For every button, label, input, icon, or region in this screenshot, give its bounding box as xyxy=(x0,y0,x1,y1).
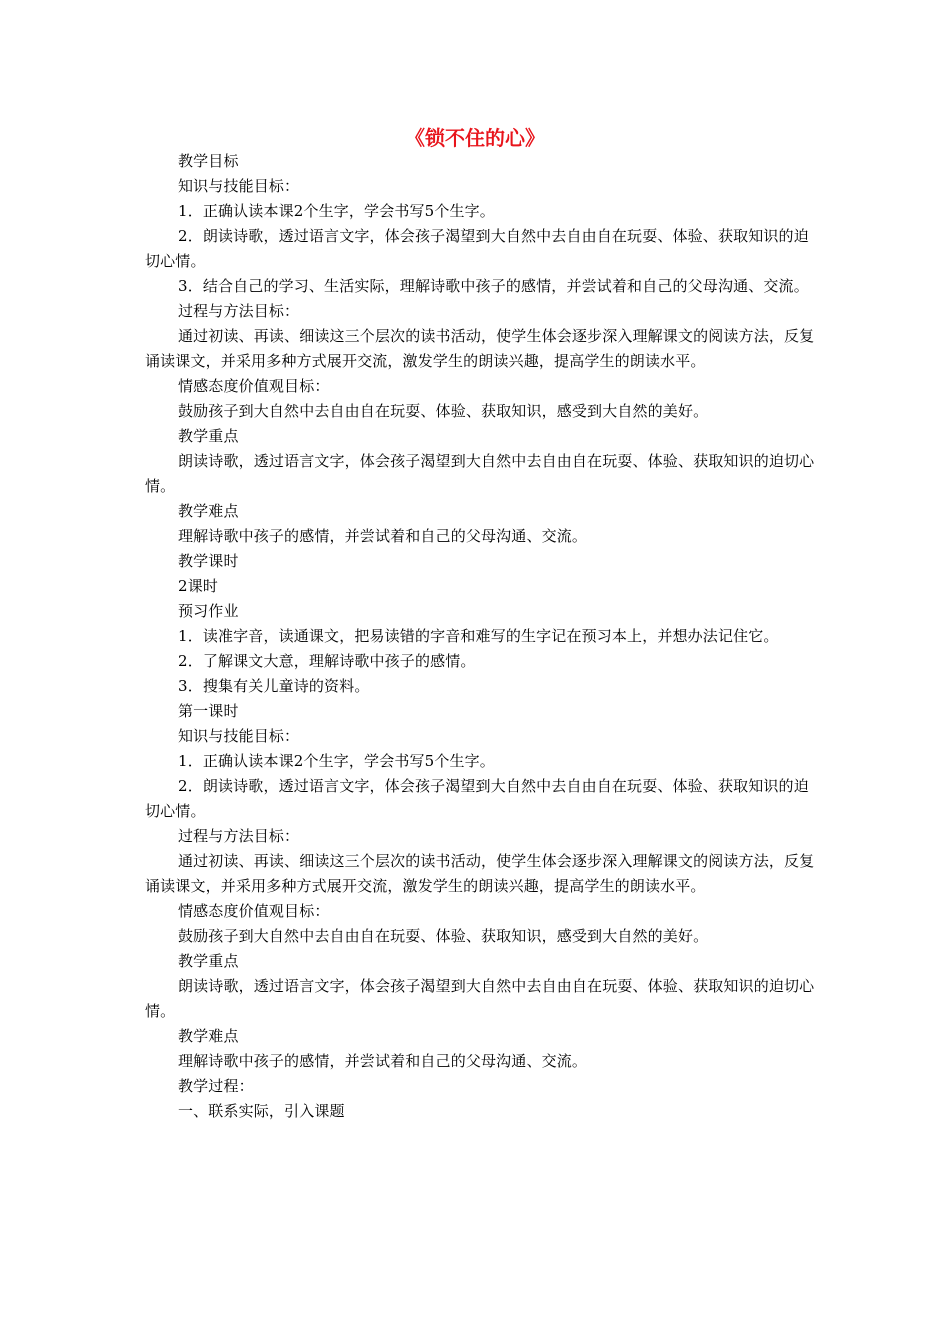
paragraph: 理解诗歌中孩子的感情，并尝试着和自己的父母沟通、交流。 xyxy=(178,527,588,545)
paragraph: 3．结合自己的学习、生活实际，理解诗歌中孩子的感情，并尝试着和自己的父母沟通、交流。 xyxy=(178,277,809,295)
paragraph: 教学重点 xyxy=(178,952,239,970)
paragraph: 过程与方法目标： xyxy=(178,827,300,845)
paragraph: 一、联系实际，引入课题 xyxy=(178,1102,345,1120)
paragraph: 3．搜集有关儿童诗的资料。 xyxy=(178,677,370,695)
paragraph: 通过初读、再读、细读这三个层次的读书活动，使学生体会逐步深入理解课文的阅读方法，反复诵读课文，并采用多种方式展开交流，激发学生的朗读兴趣，提高学生的朗读水平。 xyxy=(145,852,815,895)
paragraph: 2．朗读诗歌，透过语言文字，体会孩子渴望到大自然中去自由自在玩耍、体验、获取知识的迫切心情。 xyxy=(145,227,809,270)
paragraph: 1．读准字音，读通课文，把易读错的字音和难写的生字记在预习本上，并想办法记住它。 xyxy=(178,627,779,645)
paragraph: 鼓励孩子到大自然中去自由自在玩耍、体验、获取知识，感受到大自然的美好。 xyxy=(178,402,709,420)
paragraph: 鼓励孩子到大自然中去自由自在玩耍、体验、获取知识，感受到大自然的美好。 xyxy=(178,927,709,945)
paragraph: 教学过程： xyxy=(178,1077,254,1095)
paragraph: 教学重点 xyxy=(178,427,239,445)
paragraph: 情感态度价值观目标： xyxy=(178,902,330,920)
document-title: 《锁不住的心》 xyxy=(405,126,545,150)
document-body xyxy=(145,149,817,1124)
paragraph: 情感态度价值观目标： xyxy=(178,377,330,395)
paragraph: 教学目标 xyxy=(178,152,239,170)
paragraph: 知识与技能目标： xyxy=(178,177,300,195)
paragraph: 1．正确认读本课2个生字，学会书写5个生字。 xyxy=(178,202,495,220)
paragraph: 过程与方法目标： xyxy=(178,302,300,320)
paragraph: 预习作业 xyxy=(178,602,239,620)
paragraph: 1．正确认读本课2个生字，学会书写5个生字。 xyxy=(178,752,495,770)
paragraph: 朗读诗歌，透过语言文字，体会孩子渴望到大自然中去自由自在玩耍、体验、获取知识的迫切心情。 xyxy=(145,452,815,495)
paragraph: 2．朗读诗歌，透过语言文字，体会孩子渴望到大自然中去自由自在玩耍、体验、获取知识的迫切心情。 xyxy=(145,777,809,820)
paragraph: 第一课时 xyxy=(178,702,239,720)
paragraph: 教学课时 xyxy=(178,552,239,570)
paragraph: 教学难点 xyxy=(178,502,239,520)
paragraph: 理解诗歌中孩子的感情，并尝试着和自己的父母沟通、交流。 xyxy=(178,1052,588,1070)
paragraph: 知识与技能目标： xyxy=(178,727,300,745)
paragraph: 2．了解课文大意，理解诗歌中孩子的感情。 xyxy=(178,652,476,670)
paragraph: 2课时 xyxy=(178,577,218,595)
paragraph: 朗读诗歌，透过语言文字，体会孩子渴望到大自然中去自由自在玩耍、体验、获取知识的迫切心情。 xyxy=(145,977,815,1020)
paragraph: 教学难点 xyxy=(178,1027,239,1045)
paragraph: 通过初读、再读、细读这三个层次的读书活动，使学生体会逐步深入理解课文的阅读方法，反复诵读课文，并采用多种方式展开交流，激发学生的朗读兴趣，提高学生的朗读水平。 xyxy=(145,327,815,370)
